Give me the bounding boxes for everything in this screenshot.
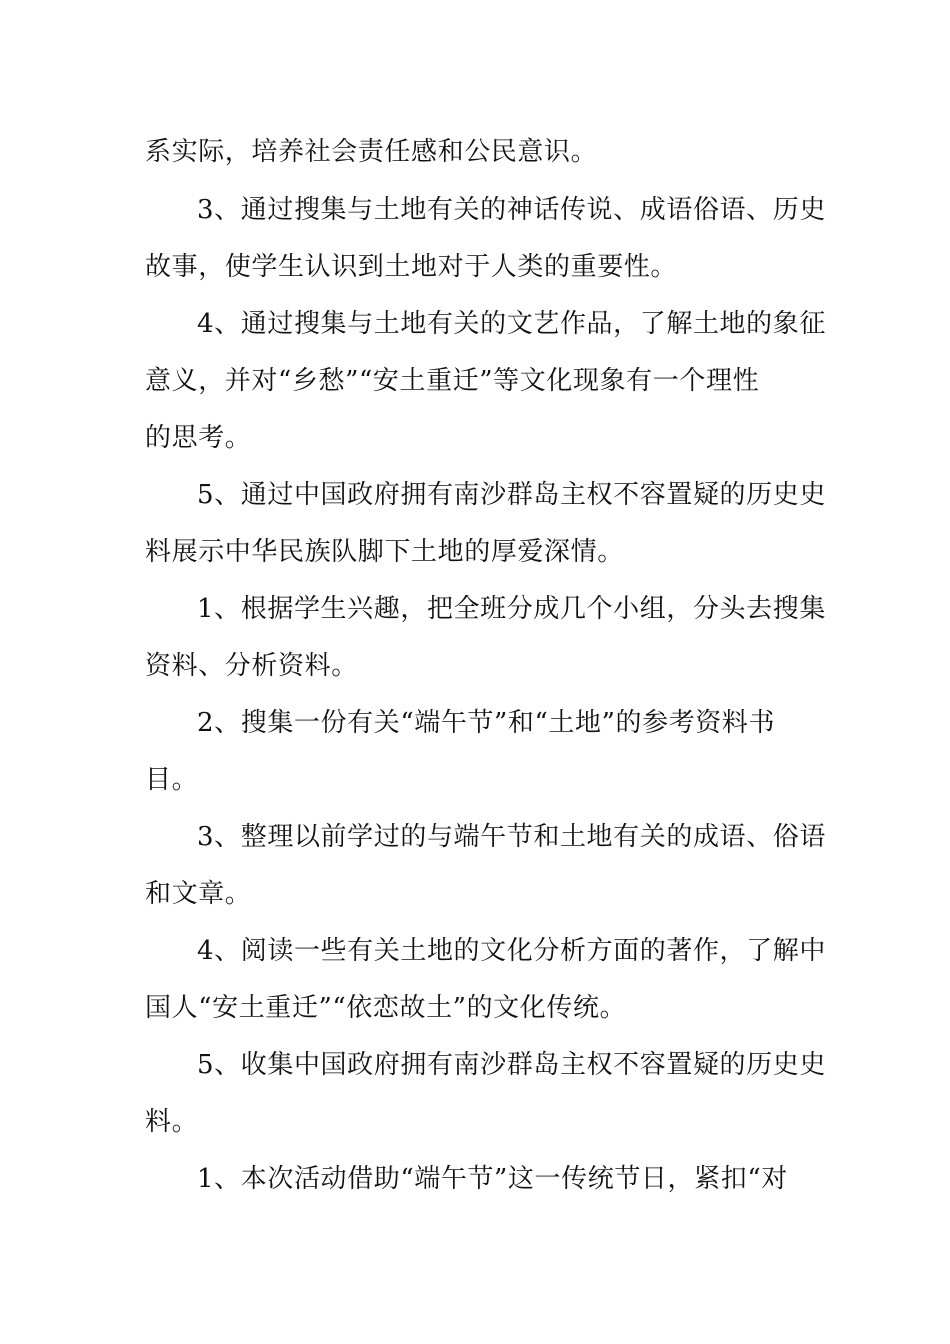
text-line: 5、通过中国政府拥有南沙群岛主权不容置疑的历史史 xyxy=(197,480,826,510)
text-line: 2、搜集一份有关“端午节”和“土地”的参考资料书 xyxy=(197,708,776,738)
text-line: 的思考。 xyxy=(145,423,252,453)
text-line: 故事，使学生认识到土地对于人类的重要性。 xyxy=(145,252,678,282)
text-line: 4、通过搜集与土地有关的文艺作品，了解土地的象征 xyxy=(197,309,826,339)
text-line: 1、根据学生兴趣，把全班分成几个小组，分头去搜集 xyxy=(197,594,826,624)
text-line: 5、收集中国政府拥有南沙群岛主权不容置疑的历史史 xyxy=(197,1050,826,1080)
text-line: 3、整理以前学过的与端午节和土地有关的成语、俗语 xyxy=(197,822,826,852)
text-line: 1、本次活动借助“端午节”这一传统节日，紧扣“对 xyxy=(197,1164,788,1194)
text-line: 国人“安土重迁”“依恋故土”的文化传统。 xyxy=(145,993,627,1023)
text-line: 4、阅读一些有关土地的文化分析方面的著作，了解中 xyxy=(197,936,826,966)
text-line: 和文章。 xyxy=(145,879,252,909)
text-line: 目。 xyxy=(145,765,199,795)
text-line: 料。 xyxy=(145,1107,199,1137)
text-line: 系实际，培养社会责任感和公民意识。 xyxy=(145,137,598,167)
text-line: 3、通过搜集与土地有关的神话传说、成语俗语、历史 xyxy=(197,195,826,225)
text-line: 意义，并对“乡愁”“安土重迁”等文化现象有一个理性 xyxy=(145,366,760,396)
text-line: 资料、分析资料。 xyxy=(145,651,358,681)
text-line: 料展示中华民族队脚下土地的厚爱深情。 xyxy=(145,537,624,567)
